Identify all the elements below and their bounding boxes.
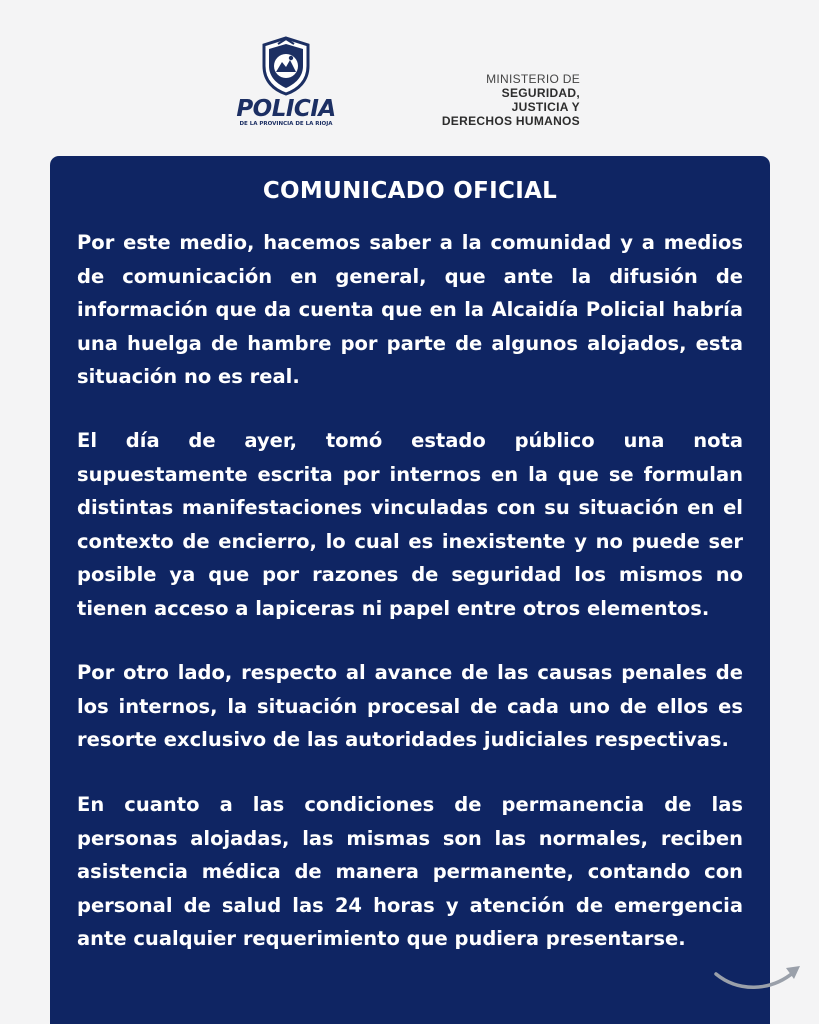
ministry-line-2: SEGURIDAD, <box>501 86 580 100</box>
header <box>0 0 819 150</box>
communique-paragraph-2: El día de ayer, tomó estado público una nota supuestamente escrita por internos en la que se formulan distintas manifestaciones vinculadas con su situación en el contexto de encierro, lo cual es inexistente y no puede ser posible ya que por razones de seguridad los mismos no tienen acceso a lapiceras ni papel entre otros elementos. <box>77 429 743 620</box>
police-logo <box>236 36 336 132</box>
ministry-logo <box>420 72 580 128</box>
police-wordmark: POLICIA <box>236 96 336 122</box>
ministry-line-1: MINISTERIO DE <box>486 72 580 86</box>
communique-paragraph-3: Por otro lado, respecto al avance de las causas penales de los internos, la situación procesal de cada uno de ellos es resorte exclusivo de las autoridades judiciales respectivas. <box>77 661 743 751</box>
police-subtitle: DE LA PROVINCIA DE LA RIOJA <box>239 121 333 127</box>
swipe-arrow-icon <box>710 962 806 998</box>
ministry-line-3: JUSTICIA Y <box>511 100 580 114</box>
ministry-line-4: DERECHOS HUMANOS <box>441 114 580 128</box>
communique-panel <box>50 156 770 1024</box>
communique-title: COMUNICADO OFICIAL <box>262 178 558 204</box>
communique-paragraph-1: Por este medio, hacemos saber a la comunidad y a medios de comunicación en general, que ante la difusión de información que da cuenta que en la Alcaidía Policial habría una huelga de hambre por parte de algunos alojados, esta situación no es real. <box>77 231 743 388</box>
communique-paragraph-4: En cuanto a las condiciones de permanencia de las personas alojadas, las mismas son las normales, reciben asistencia médica de manera permanente, contando con personal de salud las 24 horas y atención de emergencia ante cualquier requerimiento que pudiera presentarse. <box>77 793 743 950</box>
police-badge-icon <box>260 36 312 96</box>
